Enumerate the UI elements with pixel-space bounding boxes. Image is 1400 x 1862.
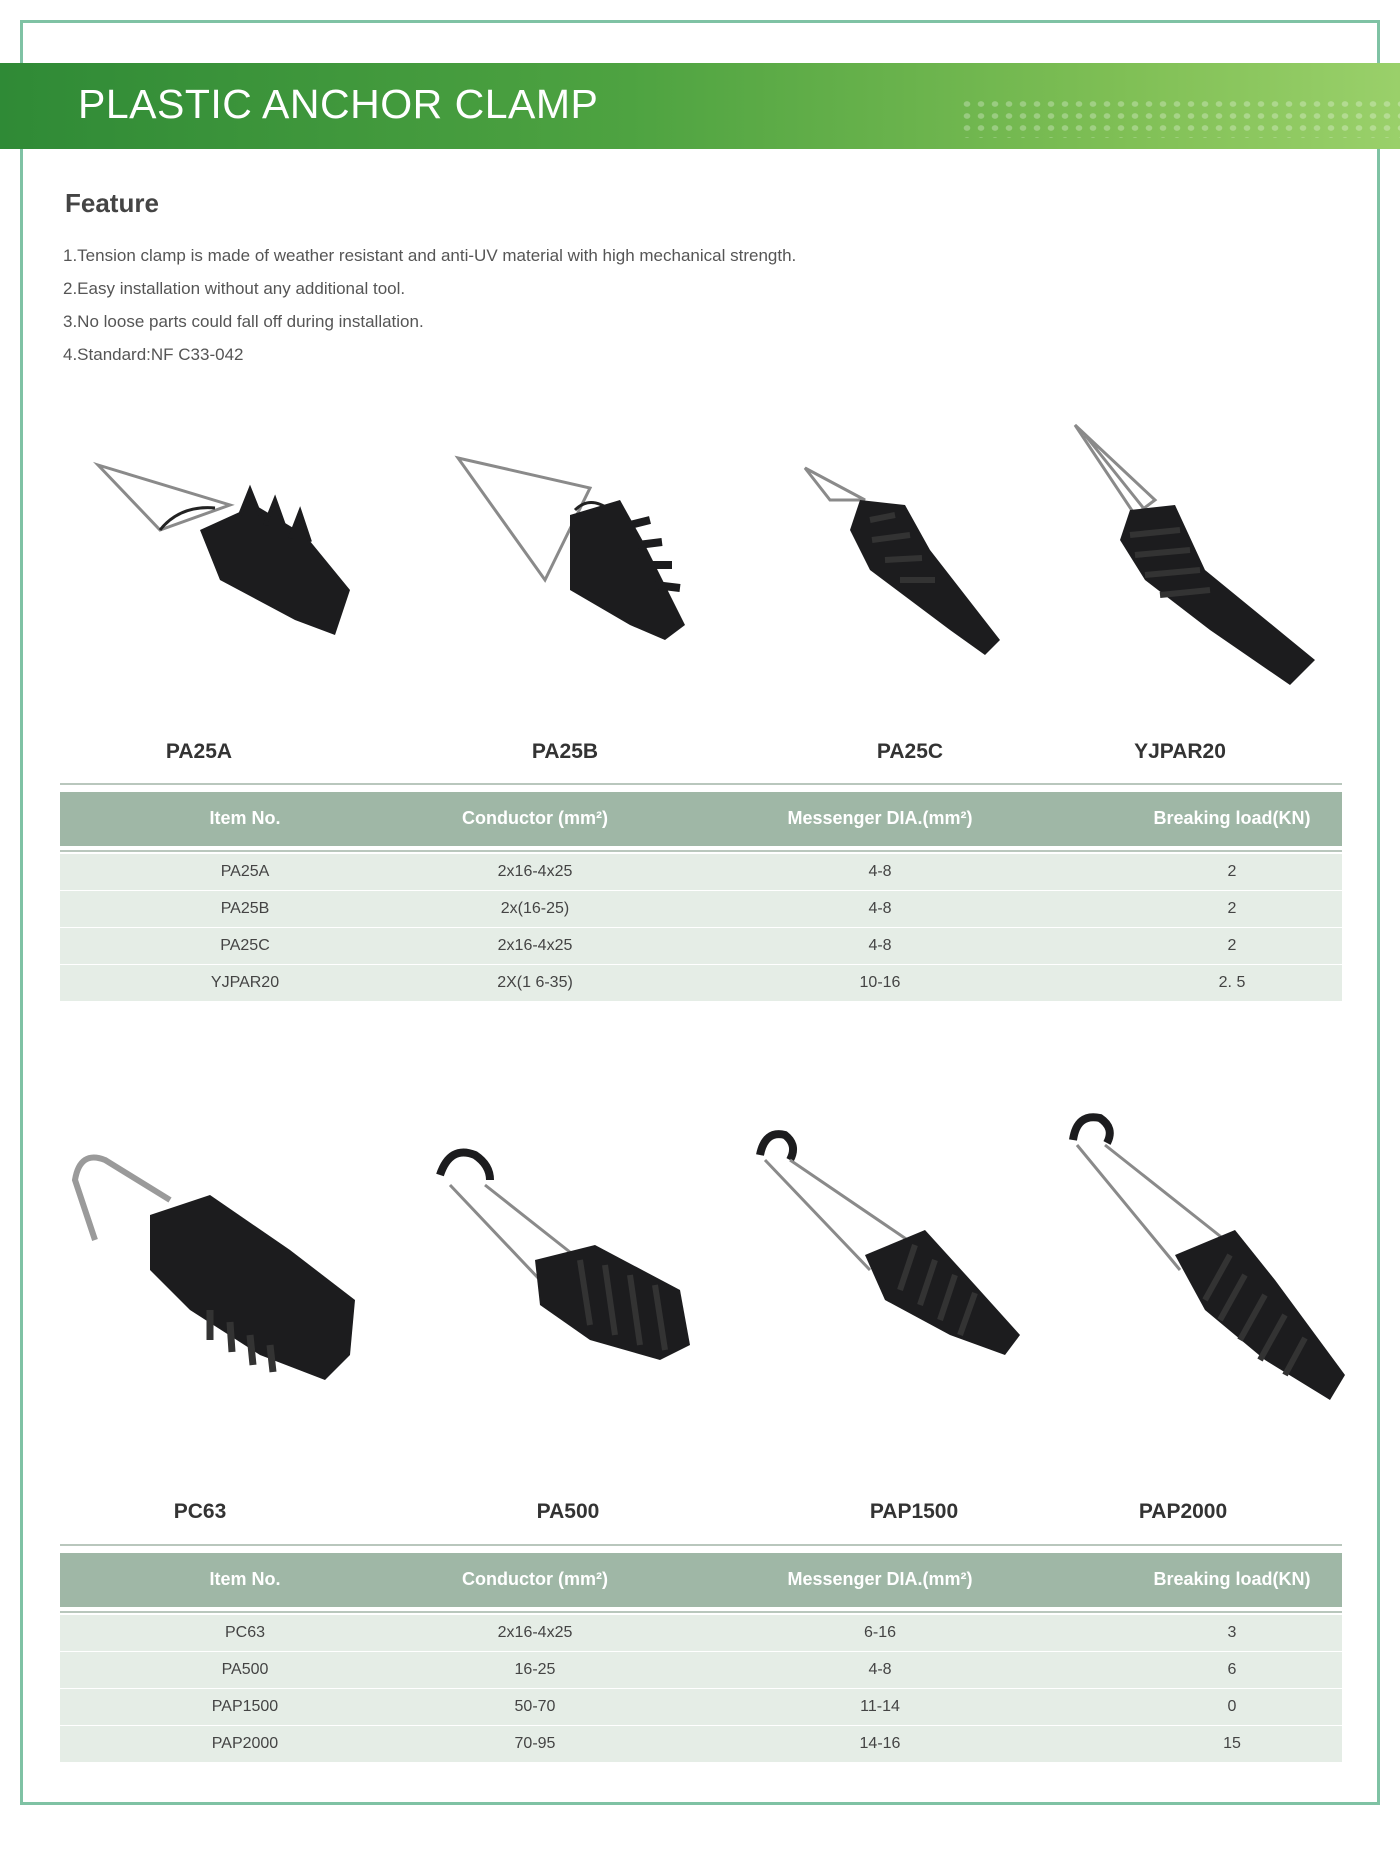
table-cell: 4-8	[868, 863, 892, 880]
table-cell: 4-8	[868, 1661, 892, 1678]
product-label: PAP1500	[869, 1500, 959, 1523]
banner-dot-pattern	[960, 98, 1400, 138]
table-cell: PA500	[221, 1661, 269, 1678]
column-header: Breaking load(KN)	[1153, 808, 1311, 828]
table-cell: 2	[1227, 900, 1237, 917]
column-header: Messenger DIA.(mm²)	[787, 1569, 973, 1589]
table-divider	[60, 850, 1342, 852]
table-cell: 15	[1223, 1735, 1241, 1752]
table-row	[60, 854, 1342, 891]
title-banner	[0, 63, 1400, 149]
pc63-product-image	[60, 1140, 360, 1390]
table-cell: PA25A	[220, 863, 270, 880]
yjpar20-product-image	[1065, 420, 1325, 690]
page-title: PLASTIC ANCHOR CLAMP	[78, 81, 599, 127]
table-cell: 3	[1227, 1624, 1237, 1641]
column-header: Messenger DIA.(mm²)	[787, 808, 973, 828]
column-header: Item No.	[209, 1569, 281, 1589]
column-header: Item No.	[209, 808, 281, 828]
table-divider	[60, 1611, 1342, 1613]
column-header: Conductor (mm²)	[462, 1569, 608, 1589]
table-cell: 2x(16-25)	[500, 900, 570, 917]
table-cell: PC63	[224, 1624, 266, 1641]
column-header: Conductor (mm²)	[462, 808, 608, 828]
table-cell: 4-8	[868, 900, 892, 917]
column-header: Breaking load(KN)	[1153, 1569, 1311, 1589]
table-row	[60, 965, 1342, 1002]
table-body	[60, 854, 1342, 1002]
table-cell: 70-95	[514, 1735, 556, 1752]
feature-item: 3.No loose parts could fall off during installation.	[63, 312, 424, 331]
product-label: PA500	[536, 1500, 600, 1523]
table-cell: 2x16-4x25	[497, 937, 573, 954]
table-cell: 4-8	[868, 937, 892, 954]
table-cell: 2	[1227, 863, 1237, 880]
table-cell: 2	[1227, 937, 1237, 954]
table-cell: PA25C	[220, 937, 270, 954]
table-header	[60, 792, 1342, 846]
product-label: PAP2000	[1138, 1500, 1228, 1523]
table-cell: 2X(1 6-35)	[497, 974, 573, 991]
table-divider	[60, 783, 1342, 785]
table-cell: PAP2000	[211, 1735, 279, 1752]
feature-item: 1.Tension clamp is made of weather resistant and anti-UV material with high mechanical strength.	[63, 246, 797, 265]
product-label: YJPAR20	[1134, 740, 1226, 763]
table-cell: 10-16	[859, 974, 901, 991]
pap1500-product-image	[750, 1125, 1030, 1365]
pa25a-product-image	[90, 450, 360, 650]
table-cell: 2x16-4x25	[497, 1624, 573, 1641]
table-row	[60, 1652, 1342, 1689]
table-divider	[60, 1544, 1342, 1546]
pa500-product-image	[430, 1140, 700, 1370]
table-body	[60, 1615, 1342, 1763]
product-label: PA25A	[165, 740, 233, 763]
table-cell: 2. 5	[1218, 974, 1246, 991]
table-row	[60, 891, 1342, 928]
product-label: PC63	[173, 1500, 227, 1523]
table-cell: 16-25	[514, 1661, 556, 1678]
table-row	[60, 1726, 1342, 1763]
table-cell: PA25B	[220, 900, 270, 917]
pa25b-product-image	[450, 450, 700, 650]
table-row	[60, 1615, 1342, 1652]
table-cell: 6	[1227, 1661, 1237, 1678]
table-cell: 6-16	[863, 1624, 897, 1641]
table-cell: YJPAR20	[210, 974, 280, 991]
table-cell: 11-14	[860, 1698, 900, 1715]
pa25c-product-image	[800, 460, 1020, 660]
table-cell: 2x16-4x25	[497, 863, 573, 880]
table-cell: PAP1500	[211, 1698, 279, 1715]
table-cell: 50-70	[514, 1698, 556, 1715]
pap2000-product-image	[1065, 1110, 1355, 1410]
table-row	[60, 928, 1342, 965]
feature-item: 4.Standard:NF C33-042	[63, 345, 244, 364]
feature-list	[63, 242, 796, 374]
table-cell: 0	[1227, 1698, 1237, 1715]
feature-item: 2.Easy installation without any additional tool.	[63, 279, 406, 298]
product-label: PA25B	[531, 740, 599, 763]
table-row	[60, 1689, 1342, 1726]
feature-heading: Feature	[65, 188, 159, 218]
product-label: PA25C	[876, 740, 944, 763]
table-cell: 14-16	[859, 1735, 901, 1752]
table-header	[60, 1553, 1342, 1607]
